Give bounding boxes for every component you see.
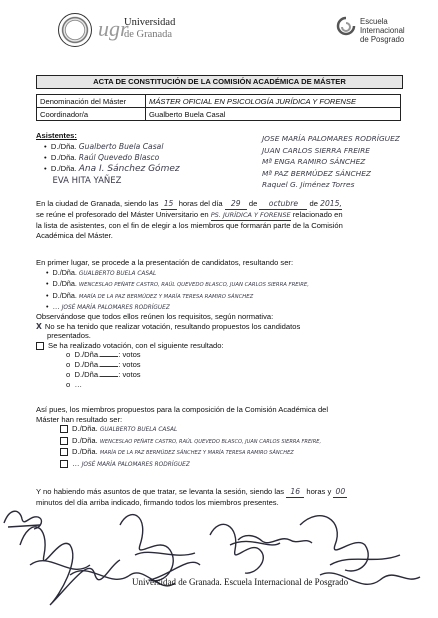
asistentes-left-list [44, 141, 180, 187]
list-item: D./Dña. WENCESLAO PEÑATE CASTRO, RAÚL QUEVEDO BLASCO, JUAN CARLOS SIERRA FREIRE, [60, 436, 411, 448]
month-field: octubre [259, 199, 307, 210]
asistentes-label: Asistentes: [36, 131, 77, 140]
list-item: o D./Dña. : votos [66, 370, 141, 379]
denominacion-value: MÁSTER OFICIAL EN PSICOLOGÍA JURÍDICA Y FORENSE [146, 95, 401, 108]
escuela-line2: Internacional [360, 26, 405, 35]
checkbox-icon [60, 437, 68, 445]
signature-icon [210, 524, 280, 573]
list-item: • D./Dña. Gualberto Buela Casal [44, 142, 164, 151]
table-row [37, 95, 401, 108]
asistentes-right-list [262, 133, 400, 191]
list-item: • D./Dña. Ana I. Sánchez Gómez [44, 164, 180, 174]
intro-paragraph: En la ciudad de Granada, siendo las 15 horas del día 29 de octubre de 2015, se reúne el profesorado del Máster Universitario en PS. JURÍDICA Y FORENSE relacionado en la lista de asistentes, con el fin de elegir a los miembros que formarán parte de la Comisión Académica del Máster. [36, 199, 343, 240]
escuela-line3: de Posgrado [360, 35, 405, 44]
coordinador-value: Gualberto Buela Casal [146, 108, 401, 121]
signature-icon [120, 515, 200, 581]
escuela-logo-text [360, 17, 405, 44]
escuela-logo-icon [336, 16, 356, 38]
ugr-line1: Universidad [124, 17, 176, 28]
list-item: • D./Dña. WENCESLAO PEÑATE CASTRO, RAÚL QUEVEDO BLASCO, JUAN CARLOS SIERRA FREIRE, [46, 279, 309, 288]
list-item: D./Dña. MARÍA DE LA PAZ BERMÚDEZ SÁNCHEZ Y MARÍA TERESA RAMIRO SÁNCHEZ [60, 447, 411, 459]
year-field: 2015, [320, 199, 342, 208]
candidatos-section: En primer lugar, se procede a la presentación de candidatos, resultando ser: • D./Dña. GUALBERTO BUELA CASAL • D./Dña. WENCESLAO PEÑATE CASTRO, RAÚL QUEVEDO BLASCO, JUAN CARLOS SIERRA FREIRE, • D./Dña. MARÍA DE LA PAZ BERMÚDEZ Y MARÍA TERESA RAMIRO SÁNCHEZ • … JOSÉ MARÍA PALOMARES RODRÍGUEZ [36, 258, 411, 314]
list-item: Mª PAZ BERMÚDEZ SÁNCHEZ [262, 168, 371, 178]
ugr-seal-logo [58, 13, 92, 47]
checkbox-icon [60, 425, 68, 433]
footer-text: Universidad de Granada. Escuela Internacional de Posgrado [132, 577, 349, 587]
ugr-line2: de Granada [124, 29, 173, 40]
closing-minutes-field: 00 [333, 487, 347, 498]
master-field: PS. JURÍDICA Y FORENSE [211, 211, 291, 222]
propuestos-section: Así pues, los miembros propuestos para la composición de la Comisión Académica del Máster han resultado ser: D./Dña. GUALBERTO BUELA CASAL D./Dña. WENCESLAO PEÑATE CASTRO, RAÚL QUEVEDO BLASCO, JUAN CARLOS SIERRA FREIRE, D./Dña. MARÍA DE LA PAZ BERMÚDEZ SÁNCHEZ Y MARÍA TERESA RAMIRO SÁNCHEZ … JOSÉ MARÍA PALOMARES RODRÍGUEZ [36, 405, 411, 470]
votacion-section: Observándose que todos ellos reúnen los requisitos, según normativa: X No se ha tenido que realizar votación, resultando propuestos los candidatos presentados. Se ha realizado votación, con el siguiente resultado: o D./Dña. : votos o D./Dña. : votos o D./Dña. : votos o … [36, 312, 411, 390]
closing-hour-field: 16 [286, 487, 304, 498]
list-item: Raquel G. Jiménez Torres [262, 180, 355, 189]
closing-paragraph: Y no habiendo más asuntos de que tratar, se levanta la sesión, siendo las 16 horas y 00 minutos del día arriba indicado, firmando todos los miembros presentes. [36, 487, 411, 507]
list-item: • D./Dña. MARÍA DE LA PAZ BERMÚDEZ Y MARÍA TERESA RAMIRO SÁNCHEZ [46, 290, 254, 300]
list-item: JUAN CARLOS SIERRA FREIRE [262, 145, 370, 155]
list-item: JOSE MARÍA PALOMARES RODRÍGUEZ [262, 134, 400, 143]
checked-mark-icon: X [36, 321, 42, 331]
list-item: D./Dña. GUALBERTO BUELA CASAL [60, 424, 411, 436]
no-votacion-option: X No se ha tenido que realizar votación, resultando propuestos los candidatos [36, 321, 301, 331]
checkbox-icon [60, 460, 68, 468]
signature-icon [300, 516, 400, 571]
coordinador-label: Coordinador/a [37, 108, 146, 121]
list-item: EVA HITA YAÑEZ [52, 176, 122, 186]
list-item: • … JOSÉ MARÍA PALOMARES RODRÍGUEZ [46, 302, 170, 311]
list-item: Mª ENGA RAMIRO SÁNCHEZ [262, 157, 366, 166]
signature-icon [20, 527, 120, 605]
list-item: o D./Dña. : votos [66, 350, 141, 359]
checkbox-icon [60, 448, 68, 456]
ugr-logo-mark: ugr [98, 16, 129, 41]
escuela-line1: Escuela [360, 17, 388, 26]
table-row [37, 108, 401, 121]
day-field: 29 [225, 199, 247, 210]
list-item: … JOSÉ MARÍA PALOMARES RODRÍGUEZ [60, 459, 411, 471]
list-item: o … [66, 380, 83, 389]
ugr-logo-text [124, 17, 175, 41]
document-title: ACTA DE CONSTITUCIÓN DE LA COMISIÓN ACADÉMICA DE MÁSTER [36, 75, 403, 89]
checkbox-icon [36, 342, 44, 350]
master-info-table [36, 94, 401, 121]
si-votacion-option: Se ha realizado votación, con el siguiente resultado: [36, 341, 411, 351]
signatures-area [0, 505, 438, 618]
list-item: o D./Dña. : votos [66, 360, 141, 369]
list-item: • D./Dña. Raúl Quevedo Blasco [44, 153, 160, 162]
list-item: • D./Dña. GUALBERTO BUELA CASAL [46, 267, 157, 277]
hour-field: 15 [161, 199, 177, 210]
denominacion-label: Denominación del Máster [37, 95, 146, 108]
